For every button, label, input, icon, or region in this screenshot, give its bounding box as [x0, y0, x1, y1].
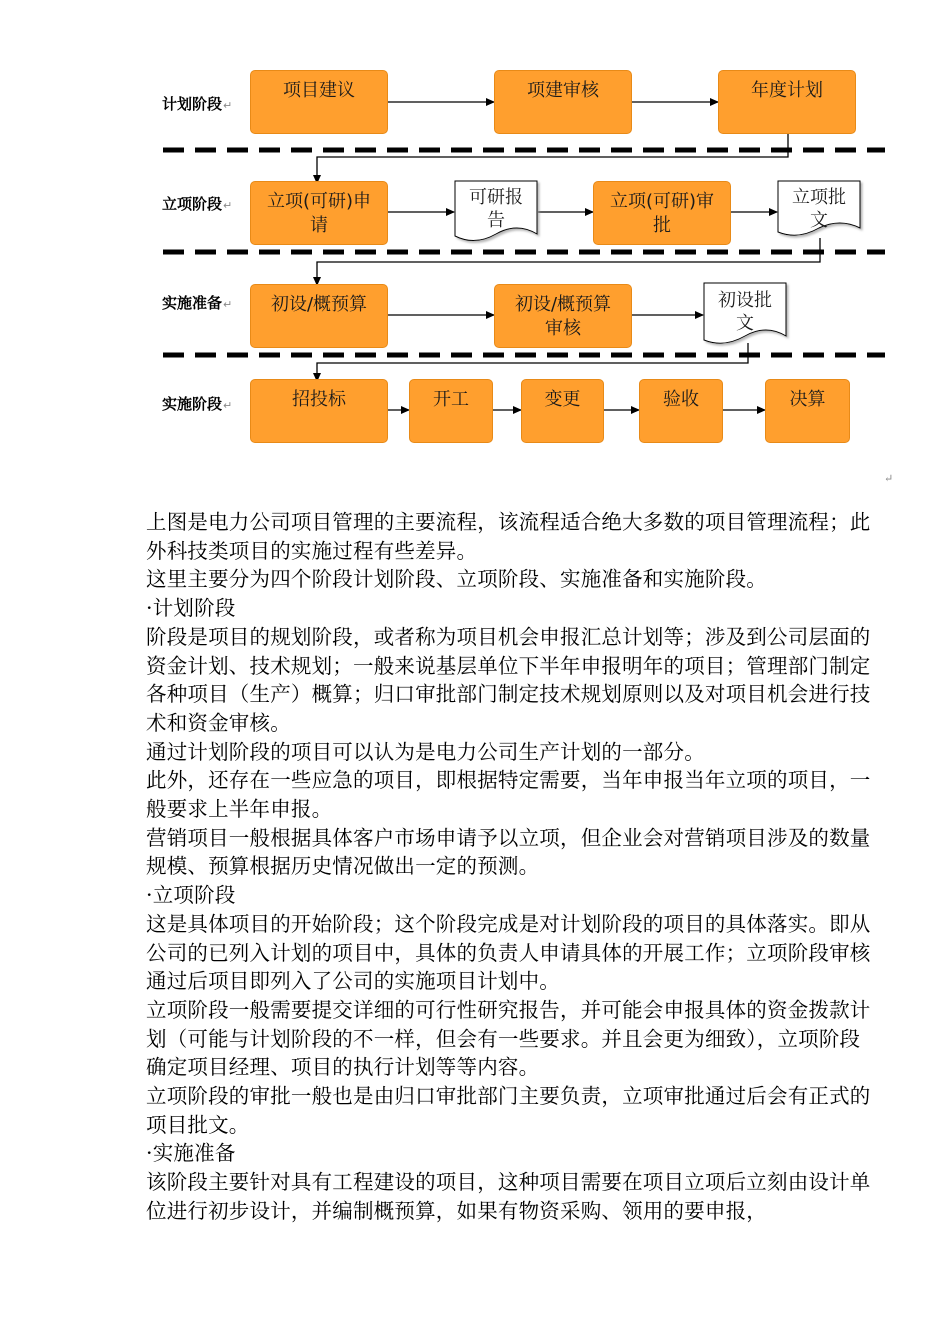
- box-bidding: 招投标: [250, 379, 388, 443]
- paragraph: 上图是电力公司项目管理的主要流程，该流程适合绝大多数的项目管理流程；此外科技类项目的实施过程有些差异。: [146, 510, 871, 563]
- body-text: [146, 508, 876, 1226]
- box-annual-plan: 年度计划: [718, 70, 856, 134]
- flow-arrow: [317, 238, 820, 285]
- flow-arrow: [317, 343, 748, 381]
- section-heading: ·立项阶段: [146, 883, 236, 908]
- box-approval-review: 立项(可研)审批: [593, 181, 731, 245]
- doc-design-approval: 初设批文: [718, 290, 772, 334]
- paragraph: 通过计划阶段的项目可以认为是电力公司生产计划的一部分。: [146, 739, 705, 764]
- doc-approval-document: 立项批文: [792, 187, 846, 231]
- flow-arrow: [317, 134, 788, 183]
- box-final-accounts: 决算: [765, 379, 850, 443]
- stage-label-approval: 立项阶段↵: [162, 195, 233, 213]
- doc-feasibility-report: 可研报告: [469, 187, 523, 231]
- stage-label-prep: 实施准备↵: [162, 294, 233, 312]
- box-project-proposal: 项目建议: [250, 70, 388, 134]
- paragraph: 立项阶段一般需要提交详细的可行性研究报告，并可能会申报具体的资金拨款计划（可能与计划阶段的不一样，但会有一些要求。并且会更为细致），立项阶段确定项目经理、项目的执行计划等等内容。: [146, 997, 871, 1080]
- box-approval-application: 立项(可研)申请: [250, 181, 388, 245]
- paragraph: 阶段是项目的规划阶段，或者称为项目机会申报汇总计划等；涉及到公司层面的资金计划、技术规划；一般来说基层单位下半年申报明年的项目；管理部门制定各种项目（生产）概算；归口审批部门制定技术规划原则以及对项目机会进行技术和资金审核。: [146, 624, 871, 735]
- box-preliminary-design: 初设/概预算: [250, 284, 388, 348]
- stage-label-plan: 计划阶段↵: [162, 95, 233, 113]
- stage-label-impl: 实施阶段↵: [162, 395, 233, 413]
- paragraph: 该阶段主要针对具有工程建设的项目，这种项目需要在项目立项后立刻由设计单位进行初步设计，并编制概预算，如果有物资采购、领用的要申报，: [146, 1170, 871, 1223]
- box-proposal-review: 项建审核: [494, 70, 632, 134]
- paragraph: 这是具体项目的开始阶段；这个阶段完成是对计划阶段的项目的具体落实。即从公司的已列入计划的项目中，具体的负责人申请具体的开展工作；立项阶段审核通过后项目即列入了公司的实施项目计划中。: [146, 911, 871, 994]
- box-acceptance: 验收: [639, 379, 723, 443]
- paragraph: 这里主要分为四个阶段计划阶段、立项阶段、实施准备和实施阶段。: [146, 567, 767, 592]
- section-heading: ·计划阶段: [146, 596, 236, 621]
- box-preliminary-design-review: 初设/概预算审核: [494, 284, 632, 348]
- box-construction-start: 开工: [409, 379, 493, 443]
- section-heading: ·实施准备: [146, 1141, 236, 1166]
- paragraph: 营销项目一般根据具体客户市场申请予以立项，但企业会对营销项目涉及的数量规模、预算根据历史情况做出一定的预测。: [146, 825, 871, 879]
- paragraph: 立项阶段的审批一般也是由归口审批部门主要负责，立项审批通过后会有正式的项目批文。: [146, 1084, 871, 1137]
- project-flow-diagram: [0, 0, 950, 485]
- paragraph-mark: ↵: [884, 472, 894, 485]
- paragraph: 此外，还存在一些应急的项目，即根据特定需要，当年申报当年立项的项目，一般要求上半年申报。: [146, 768, 871, 822]
- box-change: 变更: [521, 379, 604, 443]
